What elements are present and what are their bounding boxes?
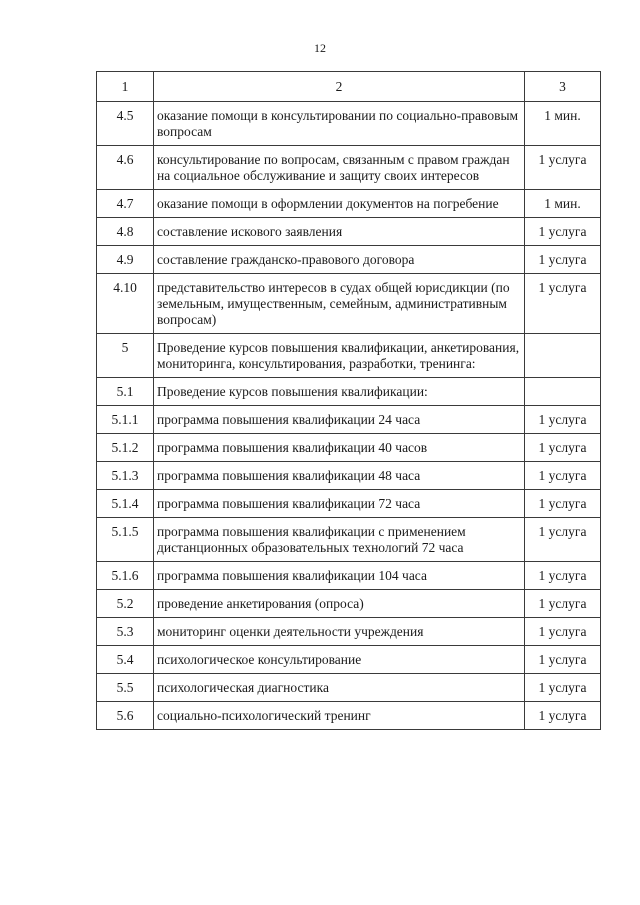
row-number: 5.1.5 [97, 518, 154, 562]
table-header-row [97, 72, 601, 102]
row-description: составление искового заявления [154, 218, 525, 246]
row-unit: 1 услуга [525, 518, 601, 562]
row-description: проведение анкетирования (опроса) [154, 590, 525, 618]
table-row [97, 674, 601, 702]
row-number: 4.7 [97, 190, 154, 218]
row-description: консультирование по вопросам, связанным с правом граждан на социальное обслуживание и защиту своих интересов [154, 146, 525, 190]
table-row [97, 702, 601, 730]
table-row [97, 562, 601, 590]
row-description: составление гражданско-правового договора [154, 246, 525, 274]
row-description: представительство интересов в судах общей юрисдикции (по земельным, имущественным, семейным, административным вопросам) [154, 274, 525, 334]
header-col-3: 3 [525, 72, 601, 102]
row-unit: 1 мин. [525, 102, 601, 146]
row-unit: 1 услуга [525, 246, 601, 274]
row-unit [525, 334, 601, 378]
row-description: программа повышения квалификации 72 часа [154, 490, 525, 518]
row-number: 4.9 [97, 246, 154, 274]
table-row [97, 246, 601, 274]
row-number: 4.5 [97, 102, 154, 146]
header-col-2: 2 [154, 72, 525, 102]
table-row [97, 102, 601, 146]
table-row [97, 646, 601, 674]
row-number: 5.4 [97, 646, 154, 674]
row-description: Проведение курсов повышения квалификации: [154, 378, 525, 406]
table-row [97, 406, 601, 434]
row-unit: 1 услуга [525, 590, 601, 618]
row-unit: 1 услуга [525, 218, 601, 246]
table-row [97, 462, 601, 490]
row-unit: 1 услуга [525, 146, 601, 190]
row-description: психологическое консультирование [154, 646, 525, 674]
row-number: 5.6 [97, 702, 154, 730]
row-number: 4.8 [97, 218, 154, 246]
page-number: 12 [314, 41, 326, 55]
row-unit: 1 услуга [525, 434, 601, 462]
row-number: 5.1.2 [97, 434, 154, 462]
row-description: социально-психологический тренинг [154, 702, 525, 730]
row-number: 5.5 [97, 674, 154, 702]
row-unit: 1 услуга [525, 646, 601, 674]
services-table [96, 71, 601, 730]
row-number: 4.6 [97, 146, 154, 190]
table-row [97, 518, 601, 562]
row-unit: 1 услуга [525, 618, 601, 646]
row-number: 5.1.3 [97, 462, 154, 490]
row-number: 5.3 [97, 618, 154, 646]
row-description: психологическая диагностика [154, 674, 525, 702]
table-row [97, 274, 601, 334]
row-unit: 1 услуга [525, 406, 601, 434]
table-row [97, 590, 601, 618]
row-description: программа повышения квалификации 104 часа [154, 562, 525, 590]
table-row [97, 334, 601, 378]
table-row [97, 434, 601, 462]
header-col-1: 1 [97, 72, 154, 102]
row-description: оказание помощи в консультировании по социально-правовым вопросам [154, 102, 525, 146]
row-unit: 1 услуга [525, 490, 601, 518]
row-number: 5.1.4 [97, 490, 154, 518]
row-unit: 1 услуга [525, 674, 601, 702]
row-description: Проведение курсов повышения квалификации, анкетирования, мониторинга, консультирования, разработки, тренинга: [154, 334, 525, 378]
row-unit: 1 мин. [525, 190, 601, 218]
row-unit: 1 услуга [525, 702, 601, 730]
row-number: 5.1.6 [97, 562, 154, 590]
row-number: 5.2 [97, 590, 154, 618]
table-row [97, 378, 601, 406]
row-unit [525, 378, 601, 406]
row-unit: 1 услуга [525, 274, 601, 334]
table-row [97, 218, 601, 246]
row-description: программа повышения квалификации с применением дистанционных образовательных технологий 72 часа [154, 518, 525, 562]
row-description: программа повышения квалификации 48 часа [154, 462, 525, 490]
table-row [97, 490, 601, 518]
table-row [97, 190, 601, 218]
row-unit: 1 услуга [525, 562, 601, 590]
row-number: 4.10 [97, 274, 154, 334]
row-number: 5.1.1 [97, 406, 154, 434]
row-number: 5.1 [97, 378, 154, 406]
row-description: программа повышения квалификации 40 часов [154, 434, 525, 462]
row-description: программа повышения квалификации 24 часа [154, 406, 525, 434]
table-row [97, 618, 601, 646]
row-number: 5 [97, 334, 154, 378]
row-description: мониторинг оценки деятельности учреждения [154, 618, 525, 646]
row-unit: 1 услуга [525, 462, 601, 490]
row-description: оказание помощи в оформлении документов на погребение [154, 190, 525, 218]
table-row [97, 146, 601, 190]
